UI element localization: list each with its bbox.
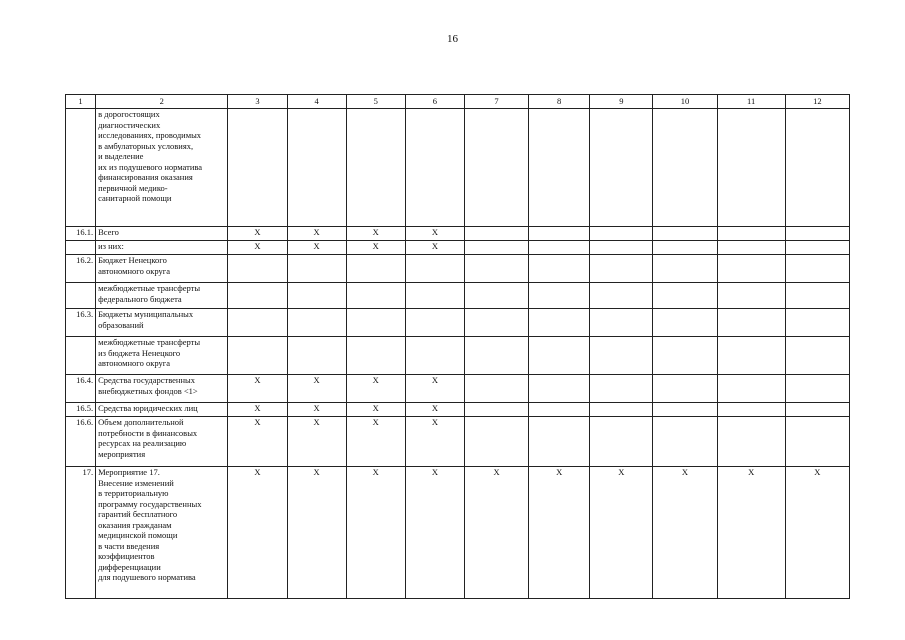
value-cell [653,337,717,375]
table-row [66,337,850,375]
value-cell [653,227,717,241]
value-cell: X [228,375,287,403]
value-cell: X [653,467,717,599]
value-cell: X [287,467,346,599]
value-cell [653,417,717,467]
value-cell: X [346,241,405,255]
value-cell [590,283,653,309]
value-cell [346,309,405,337]
row-number: 16.1. [66,227,96,241]
value-cell [405,255,464,283]
value-cell [785,255,849,283]
row-description: межбюджетные трансферты из бюджета Ненецкого автономного округа [96,337,228,375]
value-cell: X [228,417,287,467]
value-cell [287,283,346,309]
value-cell [529,403,590,417]
value-cell [464,283,528,309]
value-cell [287,255,346,283]
table-row [66,417,850,467]
value-cell: X [287,227,346,241]
value-cell [653,309,717,337]
row-description: Средства юридических лиц [96,403,228,417]
value-cell [717,309,785,337]
table-row [66,375,850,403]
value-cell [590,255,653,283]
value-cell [464,403,528,417]
column-header: 11 [717,95,785,109]
value-cell [228,283,287,309]
row-number: 16.4. [66,375,96,403]
row-description: Объем дополнительной потребности в финансовых ресурсах на реализацию мероприятия [96,417,228,467]
value-cell [717,109,785,227]
value-cell [590,241,653,255]
value-cell [653,241,717,255]
value-cell [405,109,464,227]
value-cell [785,309,849,337]
value-cell [464,109,528,227]
value-cell [717,283,785,309]
row-number: 17. [66,467,96,599]
value-cell [590,109,653,227]
value-cell [228,109,287,227]
value-cell [590,337,653,375]
value-cell [717,403,785,417]
value-cell [464,417,528,467]
row-number [66,241,96,255]
column-header: 4 [287,95,346,109]
column-header: 3 [228,95,287,109]
value-cell [785,417,849,467]
value-cell [653,109,717,227]
table-row [66,309,850,337]
table-row [66,403,850,417]
value-cell: X [405,403,464,417]
value-cell: X [346,467,405,599]
value-cell [590,375,653,403]
row-description: Всего [96,227,228,241]
row-description: в дорогостоящих диагностических исследованиях, проводимых в амбулаторных условиях, и выделение их из подушевого норматива финансирования оказания первичной медико- санитарной помощи [96,109,228,227]
value-cell [529,337,590,375]
value-cell [785,283,849,309]
value-cell [717,337,785,375]
value-cell: X [717,467,785,599]
value-cell [228,309,287,337]
column-header: 12 [785,95,849,109]
column-header: 10 [653,95,717,109]
table-row [66,467,850,599]
value-cell: X [228,403,287,417]
value-cell: X [346,227,405,241]
value-cell [717,417,785,467]
value-cell [346,109,405,227]
value-cell [590,417,653,467]
column-header: 7 [464,95,528,109]
table-row [66,283,850,309]
value-cell [346,283,405,309]
row-number: 16.6. [66,417,96,467]
column-header: 9 [590,95,653,109]
value-cell: X [405,227,464,241]
row-description: Бюджеты муниципальных образований [96,309,228,337]
row-description: из них: [96,241,228,255]
value-cell [529,109,590,227]
value-cell [464,309,528,337]
value-cell: X [287,241,346,255]
value-cell: X [590,467,653,599]
value-cell [464,375,528,403]
header-row [66,95,850,109]
row-number [66,109,96,227]
table-row [66,241,850,255]
value-cell [653,403,717,417]
value-cell [785,227,849,241]
value-cell [653,255,717,283]
table-row [66,255,850,283]
value-cell [228,255,287,283]
budget-table [65,94,850,599]
value-cell [529,375,590,403]
table-row [66,227,850,241]
value-cell: X [405,467,464,599]
value-cell [346,337,405,375]
value-cell [529,309,590,337]
row-description: межбюджетные трансферты федерального бюджета [96,283,228,309]
value-cell [785,337,849,375]
value-cell: X [287,417,346,467]
value-cell [717,227,785,241]
value-cell: X [346,403,405,417]
row-number [66,283,96,309]
value-cell: X [228,467,287,599]
value-cell: X [346,375,405,403]
value-cell [405,283,464,309]
value-cell [717,375,785,403]
value-cell [529,241,590,255]
page-number: 16 [447,33,458,45]
value-cell: X [405,375,464,403]
value-cell [529,227,590,241]
row-description: Средства государственных внебюджетных фондов <1> [96,375,228,403]
value-cell [529,255,590,283]
value-cell [590,227,653,241]
row-description: Мероприятие 17. Внесение изменений в территориальную программу государственных гарантий бесплатного оказания гражданам медицинской помощи в части введения коэффициентов дифференциации для подушевого норматива [96,467,228,599]
value-cell: X [405,417,464,467]
value-cell [785,241,849,255]
value-cell: X [287,403,346,417]
value-cell: X [228,227,287,241]
value-cell: X [346,417,405,467]
table-row [66,109,850,227]
value-cell [464,227,528,241]
value-cell [346,255,405,283]
value-cell [228,337,287,375]
row-number: 16.5. [66,403,96,417]
value-cell [405,309,464,337]
value-cell [785,109,849,227]
value-cell [590,403,653,417]
row-number: 16.2. [66,255,96,283]
value-cell: X [785,467,849,599]
value-cell [653,375,717,403]
value-cell [464,255,528,283]
column-header: 1 [66,95,96,109]
value-cell: X [228,241,287,255]
row-description: Бюджет Ненецкого автономного округа [96,255,228,283]
value-cell [785,403,849,417]
column-header: 2 [96,95,228,109]
value-cell [405,337,464,375]
row-number [66,337,96,375]
value-cell [529,417,590,467]
value-cell [717,241,785,255]
value-cell [785,375,849,403]
value-cell [529,283,590,309]
value-cell [464,241,528,255]
column-header: 8 [529,95,590,109]
value-cell: X [464,467,528,599]
value-cell [287,337,346,375]
value-cell [287,109,346,227]
value-cell: X [529,467,590,599]
value-cell [717,255,785,283]
value-cell [653,283,717,309]
value-cell: X [405,241,464,255]
column-header: 5 [346,95,405,109]
value-cell [590,309,653,337]
column-header: 6 [405,95,464,109]
value-cell [464,337,528,375]
value-cell: X [287,375,346,403]
row-number: 16.3. [66,309,96,337]
value-cell [287,309,346,337]
